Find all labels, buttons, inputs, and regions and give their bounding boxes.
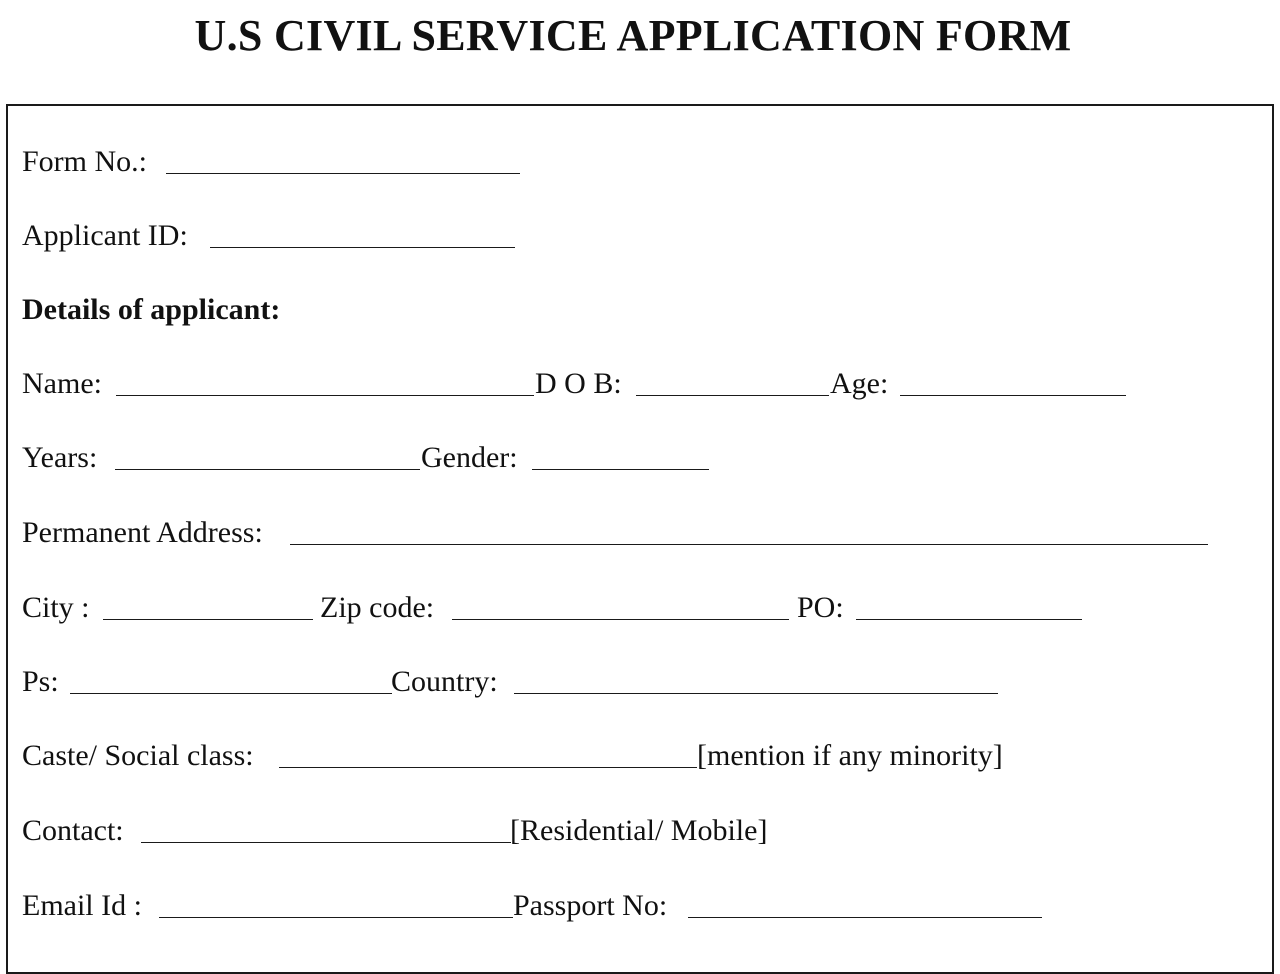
ps-field[interactable] (70, 693, 392, 694)
city-label: City : (22, 591, 90, 624)
row-ps-country (8, 662, 1276, 702)
years-label: Years: (22, 441, 98, 474)
permanent-address-label: Permanent Address: (22, 516, 263, 549)
passport-label: Passport No: (513, 889, 668, 922)
po-label: PO: (797, 591, 844, 624)
passport-field[interactable] (688, 917, 1042, 918)
contact-note: [Residential/ Mobile] (510, 814, 768, 847)
years-field[interactable] (115, 469, 420, 470)
form-box (6, 104, 1274, 974)
form-no-label: Form No.: (22, 145, 148, 178)
age-label: Age: (830, 367, 889, 400)
dob-field[interactable] (636, 395, 829, 396)
row-name-dob-age (8, 364, 1276, 404)
row-caste (8, 736, 1276, 776)
zip-code-field[interactable] (452, 619, 789, 620)
row-permanent-address (8, 513, 1276, 553)
name-label: Name: (22, 367, 102, 400)
row-email-passport (8, 886, 1276, 926)
po-field[interactable] (856, 619, 1082, 620)
gender-field[interactable] (532, 469, 709, 470)
city-field[interactable] (103, 619, 313, 620)
contact-field[interactable] (141, 842, 511, 843)
section-heading: Details of applicant: (22, 293, 281, 326)
caste-label: Caste/ Social class: (22, 739, 254, 772)
row-section-heading (8, 290, 1276, 330)
zip-code-label: Zip code: (320, 591, 435, 624)
caste-field[interactable] (279, 767, 697, 768)
country-label: Country: (391, 665, 498, 698)
contact-label: Contact: (22, 814, 124, 847)
email-label: Email Id : (22, 889, 142, 922)
row-city-zip-po (8, 588, 1276, 628)
form-title: U.S CIVIL SERVICE APPLICATION FORM (194, 11, 1072, 60)
permanent-address-field[interactable] (290, 544, 1208, 545)
form-no-field[interactable] (166, 173, 520, 174)
ps-label: Ps: (22, 665, 59, 698)
row-contact (8, 811, 1276, 851)
applicant-id-field[interactable] (210, 247, 515, 248)
dob-label: D O B: (535, 367, 622, 400)
email-field[interactable] (159, 917, 513, 918)
age-field[interactable] (900, 395, 1126, 396)
name-field[interactable] (116, 395, 534, 396)
caste-note: [mention if any minority] (697, 739, 1003, 772)
gender-label: Gender: (421, 441, 518, 474)
row-applicant-id (8, 216, 1276, 256)
applicant-id-label: Applicant ID: (22, 219, 188, 252)
country-field[interactable] (514, 693, 998, 694)
row-form-no (8, 142, 1276, 182)
row-years-gender (8, 438, 1276, 478)
